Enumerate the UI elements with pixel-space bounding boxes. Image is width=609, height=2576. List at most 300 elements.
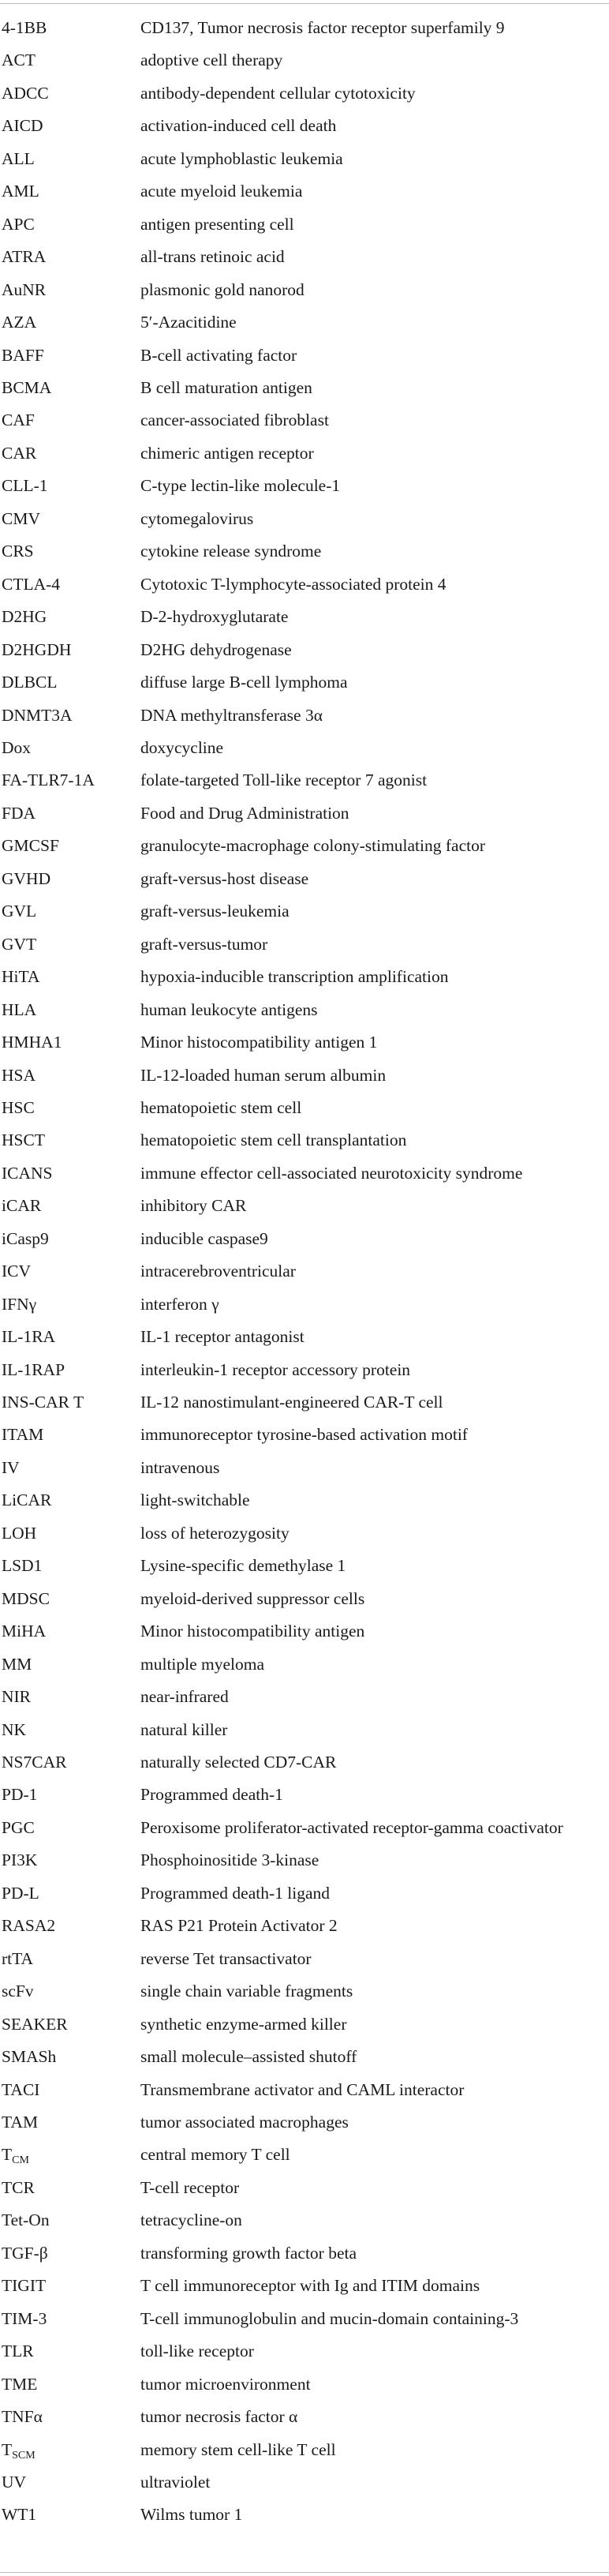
abbreviation-definition: chimeric antigen receptor: [140, 443, 314, 463]
table-top-rule: [0, 3, 609, 4]
table-row: [0, 1321, 609, 1353]
table-row: [0, 306, 609, 339]
table-row: [0, 2303, 609, 2335]
abbreviation-definition: memory stem cell-like T cell: [140, 2439, 336, 2459]
abbreviation-definition: Programmed death-1: [140, 1785, 283, 1805]
abbreviation-definition: interleukin-1 receptor accessory protein: [140, 1359, 411, 1379]
abbreviation-term-text: AICD: [2, 116, 43, 136]
table-row: [0, 2270, 609, 2302]
abbreviation-term-text: DNMT3A: [2, 705, 73, 725]
table-row: [0, 1255, 609, 1288]
abbreviation-definition: Peroxisome proliferator-activated receptor-gamma coactivator: [140, 1817, 563, 1837]
abbreviation-definition: myeloid-derived suppressor cells: [140, 1588, 365, 1608]
table-row: [0, 1812, 609, 1844]
table-row: [0, 764, 609, 797]
table-row: [0, 1452, 609, 1484]
abbreviation-definition: cancer-associated fibroblast: [140, 411, 329, 430]
abbreviation-definition: plasmonic gold nanorod: [140, 279, 304, 299]
table-row: [0, 241, 609, 273]
abbreviation-term: [2, 2074, 39, 2106]
abbreviation-term-text: TIM-3: [2, 2308, 47, 2328]
table-row: [0, 1517, 609, 1550]
table-row: [0, 1157, 609, 1190]
abbreviation-definition: diffuse large B-cell lymphoma: [140, 673, 348, 692]
abbreviation-term: [2, 601, 47, 633]
abbreviation-definition: T-cell receptor: [140, 2177, 240, 2197]
abbreviation-term-text: GMCSF: [2, 836, 59, 856]
abbreviation-definition: Minor histocompatibility antigen 1: [140, 1033, 378, 1052]
table-row: [0, 601, 609, 633]
abbreviation-term: [2, 2041, 56, 2073]
abbreviation-term-text: ICV: [2, 1262, 32, 1281]
table-row: [0, 1844, 609, 1877]
abbreviation-term-text: PGC: [2, 1817, 35, 1837]
abbreviation-definition: hematopoietic stem cell transplantation: [140, 1131, 407, 1150]
abbreviation-definition: natural killer: [140, 1719, 228, 1739]
abbreviation-term-text: TAM: [2, 2113, 39, 2132]
table-row: [0, 470, 609, 502]
abbreviation-term-text: TNFα: [2, 2407, 43, 2427]
table-row: [0, 1681, 609, 1713]
abbreviation-definition: human leukocyte antigens: [140, 999, 318, 1019]
table-row: [0, 2041, 609, 2073]
abbreviation-rows: [0, 12, 609, 2532]
table-row: [0, 666, 609, 699]
table-row: [0, 175, 609, 208]
table-row: [0, 1910, 609, 1942]
abbreviation-definition: IL-12-loaded human serum albumin: [140, 1065, 387, 1085]
abbreviation-term-text: CRS: [2, 542, 34, 561]
table-row: [0, 1615, 609, 1648]
table-row: [0, 1124, 609, 1157]
abbreviation-term-text: CLL-1: [2, 476, 48, 496]
abbreviation-term: [2, 306, 36, 339]
abbreviation-term: [2, 1550, 42, 1582]
abbreviation-definition: 5′-Azacitidine: [140, 313, 237, 332]
abbreviation-term-text: TCR: [2, 2177, 35, 2197]
abbreviation-term: [2, 994, 36, 1026]
abbreviation-term: [2, 404, 35, 437]
table-bottom-rule: [0, 2572, 609, 2573]
abbreviation-term-text: FA-TLR7-1A: [2, 771, 95, 790]
table-row: [0, 2237, 609, 2270]
abbreviation-definition: inhibitory CAR: [140, 1196, 247, 1216]
abbreviation-term: [2, 143, 35, 175]
abbreviation-term: [2, 961, 39, 993]
abbreviation-term: [2, 2237, 48, 2270]
abbreviation-definition: light-switchable: [140, 1490, 250, 1510]
abbreviation-term-text: FDA: [2, 803, 36, 823]
abbreviation-term-text: SEAKER: [2, 2014, 68, 2034]
abbreviation-term: [2, 110, 43, 142]
abbreviation-definition: D-2-hydroxyglutarate: [140, 607, 289, 627]
table-row: [0, 208, 609, 241]
abbreviation-term: [2, 732, 31, 764]
abbreviation-term-text: ALL: [2, 148, 35, 168]
abbreviation-term: [2, 2139, 29, 2171]
abbreviation-definition: tumor associated macrophages: [140, 2113, 349, 2132]
abbreviation-term: [2, 1026, 62, 1059]
table-row: [0, 1746, 609, 1779]
abbreviation-term: [2, 1517, 36, 1550]
abbreviation-term-text: MiHA: [2, 1622, 47, 1641]
abbreviation-definition: graft-versus-tumor: [140, 934, 268, 954]
table-row: [0, 339, 609, 372]
abbreviation-definition: inducible caspase9: [140, 1228, 268, 1248]
table-row: [0, 699, 609, 732]
abbreviation-definition: folate-targeted Toll-like receptor 7 agonist: [140, 771, 428, 790]
abbreviation-term: [2, 2368, 37, 2401]
abbreviation-term: [2, 2434, 35, 2466]
abbreviation-definition: tumor necrosis factor α: [140, 2407, 298, 2427]
abbreviation-term-text: T: [2, 2145, 13, 2165]
abbreviation-term-text: APC: [2, 214, 35, 234]
abbreviation-term: [2, 1844, 37, 1877]
abbreviation-term: [2, 372, 51, 404]
abbreviation-term-text: GVHD: [2, 868, 51, 888]
abbreviation-term-text: MM: [2, 1654, 32, 1674]
abbreviation-term: [2, 2270, 46, 2302]
abbreviation-term: [2, 2008, 68, 2041]
table-row: [0, 2204, 609, 2237]
abbreviation-term-text: CAR: [2, 443, 37, 463]
abbreviation-term: [2, 1681, 31, 1713]
abbreviation-term-text: ITAM: [2, 1425, 44, 1445]
table-row: [0, 1484, 609, 1517]
table-row: [0, 2434, 609, 2466]
abbreviation-definition: T-cell immunoglobulin and mucin-domain containing-3: [140, 2308, 519, 2328]
abbreviation-term-text: WT1: [2, 2505, 37, 2525]
abbreviation-term: [2, 1975, 34, 2008]
table-row: [0, 568, 609, 601]
abbreviation-definition: multiple myeloma: [140, 1654, 265, 1674]
abbreviation-term-text: AZA: [2, 313, 37, 332]
table-row: [0, 1877, 609, 1910]
table-row: [0, 961, 609, 993]
abbreviation-term: [2, 895, 36, 928]
abbreviation-definition: Wilms tumor 1: [140, 2505, 243, 2525]
table-row: [0, 535, 609, 568]
abbreviation-definition: tetracycline-on: [140, 2210, 242, 2230]
table-row: [0, 994, 609, 1026]
abbreviation-term: [2, 1157, 53, 1190]
abbreviation-term: [2, 1452, 20, 1484]
table-row: [0, 1779, 609, 1811]
abbreviation-term-text: TACI: [2, 2079, 40, 2099]
abbreviation-term: [2, 1124, 45, 1157]
abbreviation-term-text: HLA: [2, 999, 37, 1019]
abbreviation-term-text: Dox: [2, 737, 32, 757]
abbreviation-term-text: GVL: [2, 902, 37, 921]
abbreviation-term: [2, 274, 46, 306]
abbreviation-term-text: IL-1RA: [2, 1327, 56, 1347]
table-row: [0, 503, 609, 535]
abbreviation-term-text: INS-CAR T: [2, 1393, 84, 1412]
abbreviation-term: [2, 2172, 35, 2204]
abbreviation-term-text: iCasp9: [2, 1228, 49, 1248]
abbreviation-term-text: IFNγ: [2, 1294, 37, 1314]
abbreviation-term: [2, 12, 47, 44]
abbreviation-term: [2, 2106, 38, 2139]
abbreviation-term: [2, 928, 36, 961]
abbreviation-term-text: AuNR: [2, 279, 47, 299]
abbreviation-term-text: LSD1: [2, 1556, 43, 1576]
abbreviation-definition: adoptive cell therapy: [140, 51, 283, 70]
abbreviation-definition: acute myeloid leukemia: [140, 182, 303, 201]
table-row: [0, 404, 609, 437]
table-row: [0, 77, 609, 110]
abbreviation-term-text: CTLA-4: [2, 574, 61, 594]
abbreviation-term: [2, 470, 48, 502]
abbreviation-term: [2, 1714, 26, 1746]
table-row: [0, 1386, 609, 1419]
abbreviation-term: [2, 797, 35, 830]
abbreviation-term: [2, 2303, 47, 2335]
abbreviation-definition: reverse Tet transactivator: [140, 1948, 312, 1968]
abbreviation-term: [2, 1583, 50, 1615]
table-row: [0, 2401, 609, 2433]
abbreviation-definition: B cell maturation antigen: [140, 377, 312, 397]
abbreviation-term-text: NIR: [2, 1687, 32, 1707]
abbreviation-definition: graft-versus-host disease: [140, 868, 309, 888]
abbreviation-term-text: GVT: [2, 934, 37, 954]
abbreviation-definition: Programmed death-1 ligand: [140, 1883, 331, 1903]
abbreviation-term: [2, 568, 60, 601]
abbreviation-definition: Phosphoinositide 3-kinase: [140, 1850, 319, 1870]
abbreviation-term: [2, 1910, 55, 1942]
table-row: [0, 2074, 609, 2106]
table-row: [0, 1975, 609, 2008]
abbreviation-definition: Minor histocompatibility antigen: [140, 1622, 365, 1641]
table-row: [0, 1190, 609, 1222]
table-row: [0, 863, 609, 895]
abbreviation-definition: CD137, Tumor necrosis factor receptor superfamily 9: [140, 18, 505, 37]
abbreviation-definition: tumor microenvironment: [140, 2374, 311, 2394]
abbreviation-term-text: SMASh: [2, 2047, 57, 2067]
table-row: [0, 1059, 609, 1092]
abbreviation-term: [2, 1648, 32, 1681]
abbreviation-term: [2, 1092, 35, 1124]
abbreviation-term: [2, 2499, 36, 2531]
abbreviation-term-text: LiCAR: [2, 1490, 52, 1510]
table-row: [0, 2106, 609, 2139]
abbreviation-term-subscript: CM: [12, 2154, 29, 2167]
abbreviation-term-text: UV: [2, 2472, 27, 2492]
abbreviation-term: [2, 1746, 66, 1779]
abbreviation-term-text: TME: [2, 2374, 38, 2394]
abbreviation-term: [2, 634, 71, 666]
abbreviation-term-text: CAF: [2, 411, 35, 430]
table-row: [0, 12, 609, 44]
abbreviation-definition: hypoxia-inducible transcription amplification: [140, 967, 449, 987]
table-row: [0, 1026, 609, 1059]
abbreviation-term: [2, 666, 57, 699]
table-row: [0, 1223, 609, 1255]
abbreviation-definition: loss of heterozygosity: [140, 1523, 290, 1543]
abbreviation-term-text: HMHA1: [2, 1033, 62, 1052]
abbreviation-definition: ultraviolet: [140, 2472, 211, 2492]
abbreviation-term-text: DLBCL: [2, 673, 58, 692]
table-row: [0, 372, 609, 404]
abbreviation-term-text: TIGIT: [2, 2276, 47, 2296]
abbreviation-definition: doxycycline: [140, 737, 224, 757]
table-row: [0, 1648, 609, 1681]
abbreviation-definition: IL-12 nanostimulant-engineered CAR-T cell: [140, 1393, 443, 1412]
abbreviation-term-text: BAFF: [2, 345, 44, 365]
abbreviation-term-text: PI3K: [2, 1850, 38, 1870]
abbreviation-definition: DNA methyltransferase 3α: [140, 705, 323, 725]
abbreviation-definition: granulocyte-macrophage colony-stimulating factor: [140, 836, 486, 856]
abbreviation-term: [2, 2401, 43, 2433]
table-row: [0, 2368, 609, 2401]
abbreviation-term: [2, 44, 35, 77]
abbreviation-term-text: MDSC: [2, 1588, 50, 1608]
abbreviation-definition: C-type lectin-like molecule-1: [140, 476, 341, 496]
abbreviation-definition: intracerebroventricular: [140, 1262, 296, 1281]
abbreviation-term-text: rtTA: [2, 1948, 34, 1968]
abbreviation-term: [2, 1615, 46, 1648]
abbreviation-term: [2, 1484, 51, 1517]
abbreviation-term: [2, 208, 35, 241]
table-row: [0, 2008, 609, 2041]
abbreviation-definition: central memory T cell: [140, 2145, 290, 2165]
abbreviation-term-text: CMV: [2, 508, 40, 528]
abbreviation-definition: B-cell activating factor: [140, 345, 297, 365]
abbreviation-term-text: AML: [2, 182, 39, 201]
abbreviation-term-text: TGF-β: [2, 2243, 48, 2263]
abbreviation-term: [2, 1288, 36, 1321]
abbreviation-term-subscript: SCM: [12, 2449, 35, 2462]
abbreviation-term: [2, 1386, 84, 1419]
abbreviation-term: [2, 437, 36, 470]
abbreviation-term: [2, 241, 46, 273]
abbreviation-definition: Transmembrane activator and CAML interactor: [140, 2079, 465, 2099]
abbreviation-term-text: Tet-On: [2, 2210, 50, 2230]
abbreviation-term: [2, 175, 39, 208]
abbreviation-term-text: TLR: [2, 2342, 34, 2361]
table-row: [0, 634, 609, 666]
abbreviation-definition: hematopoietic stem cell: [140, 1097, 302, 1117]
abbreviation-term: [2, 2466, 26, 2499]
table-row: [0, 895, 609, 928]
abbreviation-definition: near-infrared: [140, 1687, 229, 1707]
abbreviation-definition: Lysine-specific demethylase 1: [140, 1556, 346, 1576]
abbreviation-definition: acute lymphoblastic leukemia: [140, 148, 343, 168]
table-row: [0, 1092, 609, 1124]
abbreviation-term: [2, 1354, 65, 1386]
table-row: [0, 44, 609, 77]
abbreviation-definition: IL-1 receptor antagonist: [140, 1327, 304, 1347]
abbreviation-term-text: HSA: [2, 1065, 36, 1085]
table-row: [0, 1288, 609, 1321]
abbreviation-definition: small molecule–assisted shutoff: [140, 2047, 357, 2067]
abbreviation-definition: cytomegalovirus: [140, 508, 254, 528]
abbreviation-term: [2, 339, 44, 372]
table-row: [0, 732, 609, 764]
abbreviation-term-text: IV: [2, 1457, 20, 1477]
abbreviation-definition: immune effector cell-associated neurotoxicity syndrome: [140, 1163, 523, 1183]
table-row: [0, 2139, 609, 2171]
abbreviation-term: [2, 1779, 37, 1811]
abbreviation-definition: transforming growth factor beta: [140, 2243, 357, 2263]
abbreviation-definition: Food and Drug Administration: [140, 803, 349, 823]
abbreviation-term-text: ICANS: [2, 1163, 53, 1183]
abbreviation-term-text: BCMA: [2, 377, 52, 397]
abbreviation-term-text: RASA2: [2, 1916, 56, 1936]
abbreviation-term: [2, 830, 59, 862]
abbreviation-term: [2, 863, 50, 895]
abbreviation-term: [2, 699, 73, 732]
abbreviation-definition: synthetic enzyme-armed killer: [140, 2014, 347, 2034]
table-row: [0, 1583, 609, 1615]
table-row: [0, 2499, 609, 2531]
abbreviation-term: [2, 2335, 34, 2368]
abbreviation-term-text: NK: [2, 1719, 27, 1739]
table-row: [0, 2466, 609, 2499]
abbreviation-definition: antigen presenting cell: [140, 214, 294, 234]
abbreviation-term-text: 4-1BB: [2, 18, 47, 37]
table-row: [0, 2335, 609, 2368]
abbreviation-term-text: HSC: [2, 1097, 35, 1117]
abbreviation-term-text: ACT: [2, 51, 35, 70]
abbreviation-definition: Cytotoxic T-lymphocyte-associated protein 4: [140, 574, 446, 594]
abbreviation-term-text: T: [2, 2439, 13, 2459]
abbreviation-term: [2, 1059, 35, 1092]
abbreviation-term: [2, 1943, 33, 1975]
abbreviation-term: [2, 764, 95, 797]
abbreviation-definition: cytokine release syndrome: [140, 542, 322, 561]
abbreviation-definition: immunoreceptor tyrosine-based activation motif: [140, 1425, 468, 1445]
table-row: [0, 928, 609, 961]
abbreviation-term-text: HSCT: [2, 1131, 45, 1150]
table-row: [0, 274, 609, 306]
abbreviation-definition: all-trans retinoic acid: [140, 247, 285, 267]
abbreviation-term-text: D2HGDH: [2, 639, 72, 659]
abbreviation-definition: intravenous: [140, 1457, 220, 1477]
table-row: [0, 1419, 609, 1451]
abbreviation-term-text: LOH: [2, 1523, 37, 1543]
abbreviation-term-text: PD-1: [2, 1785, 38, 1805]
abbreviation-definition: T cell immunoreceptor with Ig and ITIM domains: [140, 2276, 480, 2296]
table-row: [0, 110, 609, 142]
abbreviation-term: [2, 2204, 50, 2237]
abbreviation-definition: interferon γ: [140, 1294, 219, 1314]
abbreviation-definition: activation-induced cell death: [140, 116, 337, 136]
abbreviation-term: [2, 535, 34, 568]
abbreviation-definition: single chain variable fragments: [140, 1982, 353, 2001]
table-row: [0, 1943, 609, 1975]
abbreviation-term-text: scFv: [2, 1982, 34, 2001]
abbreviation-term-text: ATRA: [2, 247, 47, 267]
abbreviation-definition: toll-like receptor: [140, 2342, 254, 2361]
abbreviation-term-text: PD-L: [2, 1883, 39, 1903]
abbreviation-term-text: NS7CAR: [2, 1753, 67, 1772]
abbreviation-term: [2, 77, 49, 110]
table-row: [0, 830, 609, 862]
abbreviation-term: [2, 1812, 35, 1844]
abbreviation-term: [2, 1190, 41, 1222]
abbreviation-term: [2, 1255, 31, 1288]
table-row: [0, 797, 609, 830]
table-row: [0, 437, 609, 470]
abbreviation-term: [2, 1877, 39, 1910]
abbreviation-term: [2, 1419, 43, 1451]
abbreviation-definition: antibody-dependent cellular cytotoxicity: [140, 83, 416, 103]
abbreviation-definition: D2HG dehydrogenase: [140, 639, 292, 659]
abbreviation-term-text: ADCC: [2, 83, 49, 103]
abbreviation-definition: naturally selected CD7-CAR: [140, 1753, 337, 1772]
table-row: [0, 2172, 609, 2204]
